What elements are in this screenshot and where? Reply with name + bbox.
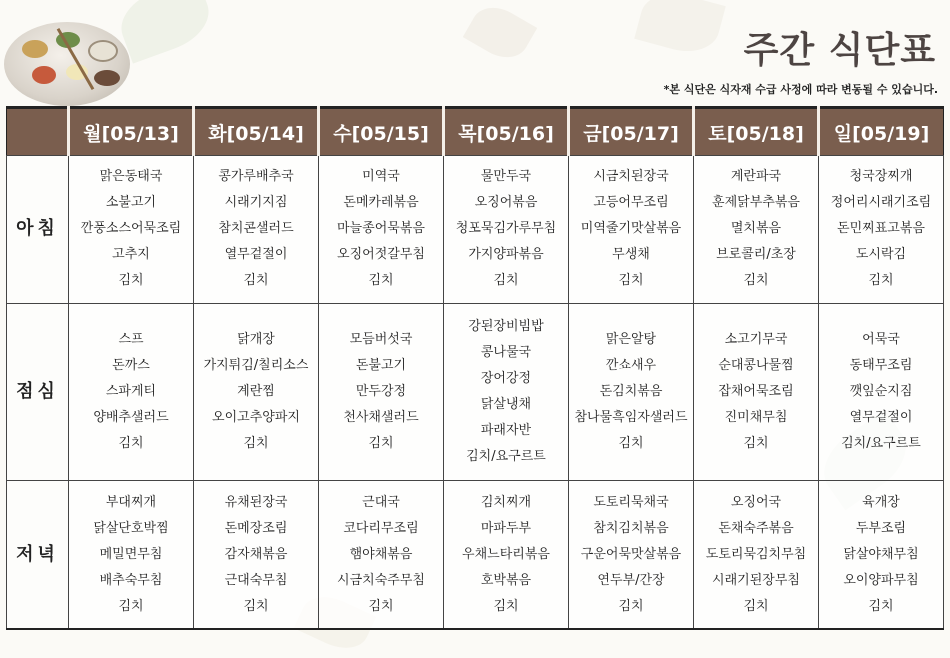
menu-item: 물만두국 (480, 169, 532, 185)
menu-cell (194, 156, 319, 304)
menu-item: 닭개장 (237, 331, 275, 347)
menu-cell (194, 303, 319, 480)
menu-item: 돈까스 (112, 357, 150, 373)
menu-item: 오징어볶음 (474, 195, 538, 211)
menu-item: 부대찌개 (105, 494, 157, 510)
menu-cell (819, 481, 944, 629)
menu-item: 청포묵김가루무침 (455, 221, 557, 237)
day-header: 목[05/16] (444, 108, 569, 156)
menu-item: 열무겉절이 (849, 409, 913, 425)
menu-cell (569, 481, 694, 629)
menu-item: 김치 (868, 273, 894, 289)
menu-cell (694, 303, 819, 480)
menu-item: 깐풍소스어묵조림 (80, 221, 182, 237)
menu-item: 김치 (493, 273, 519, 289)
menu-item: 햄야채볶음 (349, 546, 413, 562)
menu-item: 닭살냉채 (480, 396, 532, 412)
menu-item: 맑은알탕 (605, 331, 657, 347)
menu-item: 오이양파무침 (843, 572, 919, 588)
menu-item: 김치 (868, 598, 894, 614)
page-title: 주간 식단표 (743, 30, 936, 71)
menu-item: 김치 (243, 435, 269, 451)
menu-item: 양배추샐러드 (93, 409, 169, 425)
menu-item: 파래자반 (480, 422, 532, 438)
menu-item: 감자채볶음 (224, 546, 288, 562)
menu-cell (694, 156, 819, 304)
menu-item: 어묵국 (862, 331, 900, 347)
menu-item: 마늘종어묵볶음 (337, 221, 425, 237)
meal-row (7, 481, 944, 629)
menu-item: 브로콜리/초장 (716, 247, 796, 263)
menu-item: 시래기지짐 (224, 195, 288, 211)
menu-item: 만두강정 (355, 383, 407, 399)
menu-item: 시금치숙주무침 (337, 572, 425, 588)
menu-cell (69, 156, 194, 304)
meal-label: 점심 (7, 303, 69, 480)
menu-item: 시래기된장무침 (712, 572, 800, 588)
menu-item: 김치/요구르트 (466, 448, 546, 464)
menu-item: 김치 (743, 273, 769, 289)
menu-item: 김치 (618, 435, 644, 451)
menu-item: 소고기무국 (724, 331, 788, 347)
notice-text: *본 식단은 식자재 수급 사정에 따라 변동될 수 있습니다. (663, 83, 938, 96)
menu-item: 참치콘샐러드 (218, 221, 294, 237)
menu-item: 김치 (368, 435, 394, 451)
menu-item: 돈불고기 (355, 357, 407, 373)
menu-item: 무생채 (612, 247, 650, 263)
meal-label: 저녁 (7, 481, 69, 629)
menu-item: 돈김치볶음 (599, 383, 663, 399)
menu-item: 근대국 (362, 494, 400, 510)
menu-item: 배추숙무침 (99, 572, 163, 588)
menu-item: 마파두부 (480, 520, 532, 536)
menu-item: 강된장비빔밥 (468, 318, 544, 334)
menu-item: 고등어무조림 (593, 195, 669, 211)
menu-item: 돈메장조림 (224, 520, 288, 536)
menu-item: 김치찌개 (480, 494, 532, 510)
menu-item: 도토리묵채국 (593, 494, 669, 510)
meal-row (7, 303, 944, 480)
header-corner (7, 108, 69, 156)
menu-item: 돈메카레볶음 (343, 195, 419, 211)
menu-cell (69, 481, 194, 629)
menu-item: 김치 (493, 598, 519, 614)
day-header: 월[05/13] (69, 108, 194, 156)
menu-item: 깻잎순지짐 (849, 383, 913, 399)
menu-cell (319, 481, 444, 629)
menu-cell (444, 303, 569, 480)
day-header: 토[05/18] (694, 108, 819, 156)
menu-cell (694, 481, 819, 629)
menu-cell (444, 481, 569, 629)
menu-item: 참나물흑임자샐러드 (574, 409, 688, 425)
menu-item: 열무겉절이 (224, 247, 288, 263)
menu-item: 김치 (743, 598, 769, 614)
menu-item: 장어강정 (480, 370, 532, 386)
menu-item: 닭살단호박찜 (93, 520, 169, 536)
table-header-row (7, 108, 944, 156)
menu-item: 유채된장국 (224, 494, 288, 510)
menu-cell (569, 303, 694, 480)
menu-item: 호박볶음 (480, 572, 532, 588)
menu-item: 소불고기 (105, 195, 157, 211)
day-header: 금[05/17] (569, 108, 694, 156)
menu-item: 진미채무침 (724, 409, 788, 425)
menu-item: 시금치된장국 (593, 169, 669, 185)
menu-item: 천사채샐러드 (343, 409, 419, 425)
menu-item: 코다리무조림 (343, 520, 419, 536)
menu-item: 근대숙무침 (224, 572, 288, 588)
menu-cell (69, 303, 194, 480)
menu-item: 돈채숙주볶음 (718, 520, 794, 536)
menu-item: 김치 (118, 598, 144, 614)
background-leaf (634, 0, 726, 59)
menu-cell (444, 156, 569, 304)
day-header: 수[05/15] (319, 108, 444, 156)
menu-item: 연두부/간장 (597, 572, 665, 588)
meal-label: 아침 (7, 156, 69, 304)
menu-item: 멸치볶음 (730, 221, 782, 237)
menu-item: 스파게티 (105, 383, 157, 399)
menu-item: 정어리시래기조림 (830, 195, 932, 211)
menu-cell (319, 303, 444, 480)
menu-cell (194, 481, 319, 629)
menu-item: 가지양파볶음 (468, 247, 544, 263)
menu-item: 콩가루배추국 (218, 169, 294, 185)
day-header: 일[05/19] (819, 108, 944, 156)
menu-item: 오이고추양파지 (212, 409, 300, 425)
menu-item: 계란파국 (730, 169, 782, 185)
background-leaf (463, 0, 537, 67)
menu-item: 오징어젓갈무침 (337, 247, 425, 263)
menu-item: 청국장찌개 (849, 169, 913, 185)
menu-item: 고추지 (112, 247, 150, 263)
menu-cell (319, 156, 444, 304)
menu-item: 닭살야채무침 (843, 546, 919, 562)
menu-item: 도시락김 (855, 247, 907, 263)
menu-item: 김치 (243, 598, 269, 614)
menu-item: 김치 (118, 273, 144, 289)
menu-item: 김치 (243, 273, 269, 289)
day-header: 화[05/14] (194, 108, 319, 156)
menu-item: 김치 (118, 435, 144, 451)
menu-item: 김치/요구르트 (841, 435, 921, 451)
menu-item: 훈제닭부추볶음 (712, 195, 800, 211)
menu-item: 미역줄기맛살볶음 (580, 221, 682, 237)
menu-item: 도토리묵김치무침 (705, 546, 807, 562)
menu-item: 김치 (368, 598, 394, 614)
menu-item: 맑은동태국 (99, 169, 163, 185)
menu-item: 오징어국 (730, 494, 782, 510)
weekly-menu-table (6, 106, 944, 630)
menu-item: 모듬버섯국 (349, 331, 413, 347)
meal-row (7, 156, 944, 304)
menu-item: 동태무조림 (849, 357, 913, 373)
menu-item: 돈민찌표고볶음 (837, 221, 925, 237)
menu-item: 김치 (368, 273, 394, 289)
menu-item: 구운어묵맛살볶음 (580, 546, 682, 562)
menu-item: 미역국 (362, 169, 400, 185)
menu-item: 김치 (618, 273, 644, 289)
menu-item: 깐쇼새우 (605, 357, 657, 373)
menu-item: 우채느타리볶음 (462, 546, 550, 562)
menu-item: 김치 (618, 598, 644, 614)
menu-item: 참치김치볶음 (593, 520, 669, 536)
food-tray-image (4, 22, 130, 106)
menu-item: 메밀면무침 (99, 546, 163, 562)
menu-cell (569, 156, 694, 304)
menu-item: 콩나물국 (480, 344, 532, 360)
menu-cell (819, 303, 944, 480)
menu-item: 김치 (743, 435, 769, 451)
menu-item: 잡채어묵조림 (718, 383, 794, 399)
menu-cell (819, 156, 944, 304)
menu-item: 순대콩나물찜 (718, 357, 794, 373)
menu-item: 계란찜 (237, 383, 275, 399)
menu-item: 스프 (118, 331, 144, 347)
menu-item: 가지튀김/칠리소스 (203, 357, 309, 373)
menu-item: 육개장 (862, 494, 900, 510)
menu-item: 두부조림 (855, 520, 907, 536)
